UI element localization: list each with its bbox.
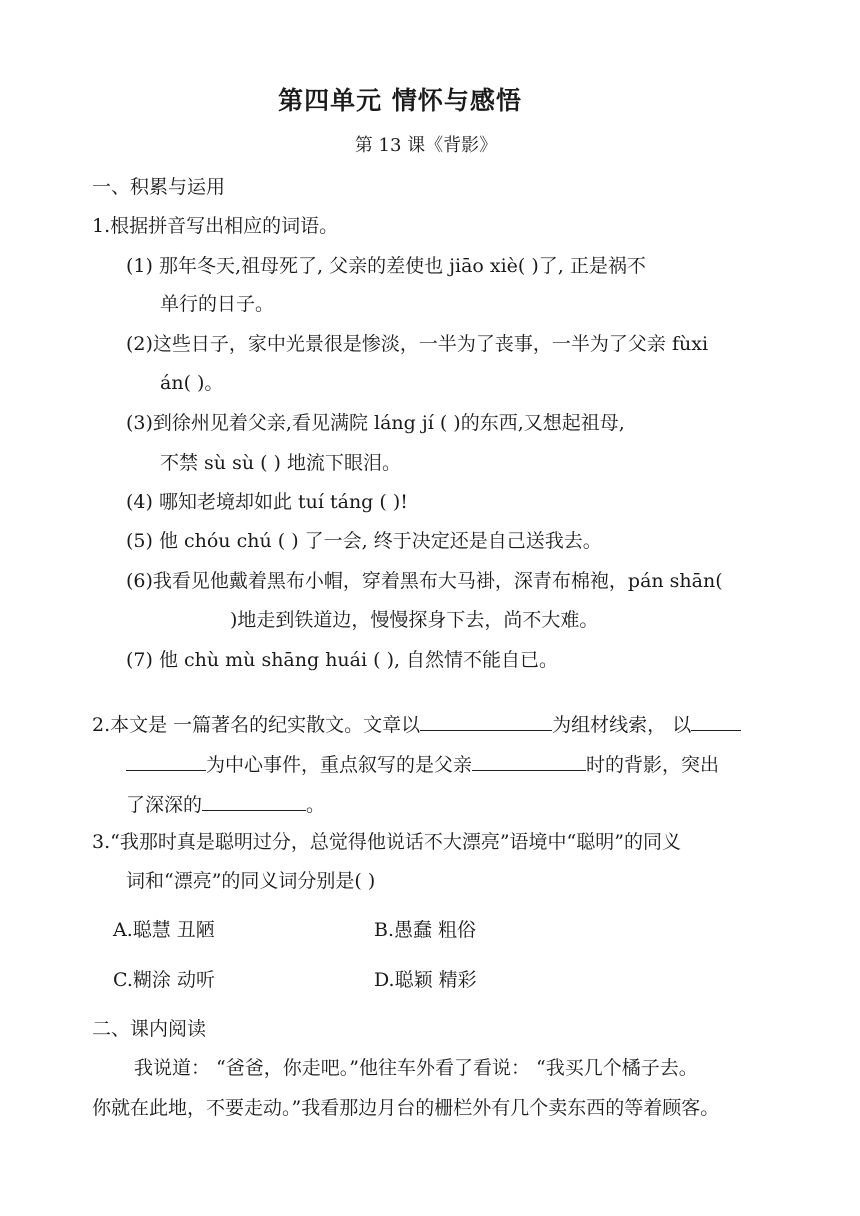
answer-blank-3[interactable] (472, 752, 586, 771)
answer-blank-4[interactable] (202, 792, 306, 811)
q1-item4: (4) 哪知老境却如此 tuí táng ( )! (126, 491, 408, 513)
answer-blank-2a[interactable] (691, 712, 741, 731)
q1-item6-line2: )地走到铁道边，慢慢探身下去，尚不大难。 (230, 609, 599, 631)
q1-item7: (7) 他 chù mù shāng huái ( ), 自然情不能自已。 (126, 649, 559, 671)
q3-option-a[interactable]: A.聪慧 丑陋 (113, 919, 215, 941)
q3-option-c[interactable]: C.糊涂 动听 (113, 969, 215, 991)
q2-text-1: 2.本文是 一篇著名的纪实散文。文章以 (92, 714, 421, 736)
q3-option-d[interactable]: D.聪颖 精彩 (374, 969, 477, 991)
q1-item1-line2: 单行的日子。 (160, 293, 275, 315)
answer-blank-1[interactable] (420, 712, 552, 731)
answer-blank-2b[interactable] (126, 752, 206, 771)
unit-title: 第四单元 情怀与感悟 (278, 86, 522, 115)
q1-item6-line1: (6)我看见他戴着黑布小帽，穿着黑布大马褂，深青布棉袍，pán shān( (126, 570, 723, 592)
q2-line1 (92, 712, 741, 737)
section2-heading: 二、课内阅读 (92, 1018, 207, 1040)
q2-text-6: 。 (306, 794, 326, 816)
q3-option-b[interactable]: B.愚蠢 粗俗 (374, 919, 477, 941)
reading-paragraph-line1: 我说道： “爸爸，你走吧。”他往车外看了看说： “我买几个橘子去。 (134, 1057, 698, 1079)
q1-item2-line2: án( )。 (160, 372, 224, 394)
section1-heading: 一、积累与运用 (92, 176, 226, 198)
reading-paragraph-line2: 你就在此地，不要走动。”我看那边月台的栅栏外有几个卖东西的等着顾客。 (92, 1097, 720, 1119)
q1-item3-line2: 不禁 sù sù ( ) 地流下眼泪。 (160, 452, 401, 474)
q3-line2: 词和“漂亮”的同义词分别是( ) (126, 870, 376, 892)
q1-prompt: 1.根据拼音写出相应的词语。 (92, 215, 339, 237)
q3-line1: 3.“我那时真是聪明过分，总觉得他说话不大漂亮”语境中“聪明”的同义 (92, 831, 681, 853)
q2-text-5: 了深深的 (126, 794, 203, 816)
q2-line3 (126, 792, 325, 817)
lesson-title: 第 13 课《背影》 (354, 135, 498, 156)
q2-line2 (126, 752, 719, 777)
q1-item5: (5) 他 chóu chú ( ) 了一会, 终于决定还是自己送我去。 (126, 530, 602, 552)
q1-item2-line1: (2)这些日子，家中光景很是惨淡，一半为了丧事，一半为了父亲 fùxi (126, 333, 709, 355)
q1-item1-line1: (1) 那年冬天,祖母死了, 父亲的差使也 jiāo xiè( )了, 正是祸不 (126, 255, 646, 277)
q2-text-2: 为组材线索， 以 (552, 714, 692, 736)
q1-item3-line1: (3)到徐州见着父亲,看见满院 láng jí ( )的东西,又想起祖母, (126, 412, 625, 434)
q2-text-3: 为中心事件，重点叙写的是父亲 (206, 754, 473, 776)
q2-text-4: 时的背影，突出 (586, 754, 720, 776)
